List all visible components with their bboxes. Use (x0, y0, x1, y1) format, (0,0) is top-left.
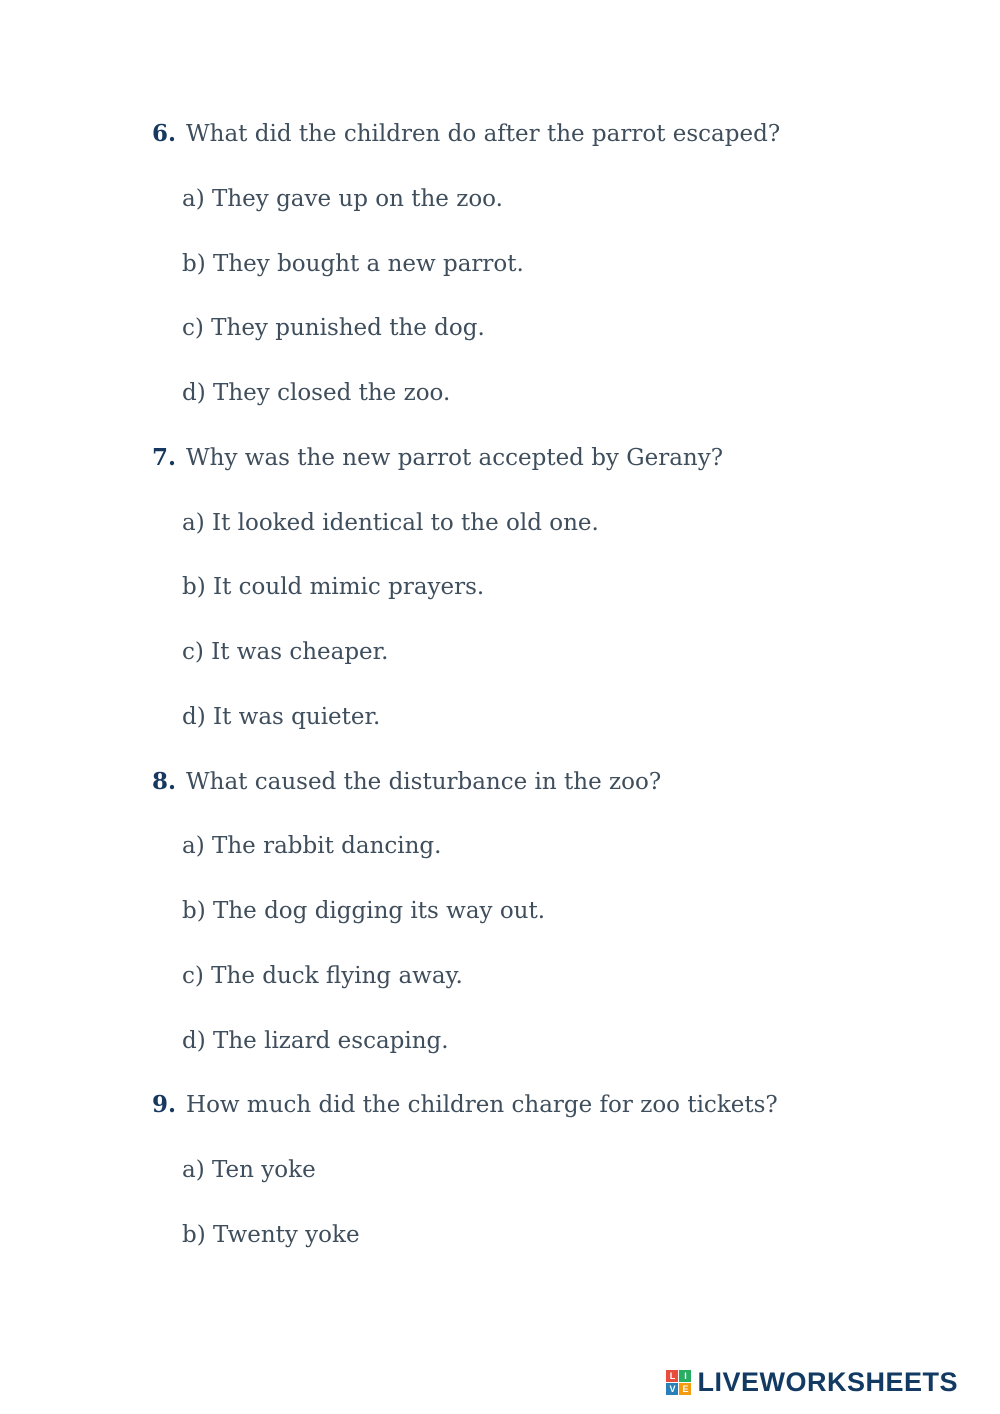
question-number: 6. (152, 120, 177, 147)
answer-option[interactable]: b) The dog digging its way out. (182, 898, 546, 924)
question-text: How much did the children charge for zoo tickets? (186, 1092, 778, 1119)
question-line (152, 768, 920, 797)
footer (666, 1367, 958, 1398)
question-line (152, 120, 920, 149)
liveworksheets-wordmark[interactable]: LIVEWORKSHEETS (697, 1367, 958, 1397)
logo-square-v: V (666, 1383, 678, 1395)
answer-option[interactable]: d) It was quieter. (182, 703, 381, 730)
answer-option[interactable]: b) It could mimic prayers. (182, 574, 485, 601)
question-number: 7. (152, 443, 177, 471)
question-line (152, 1091, 920, 1120)
question-number: 8. (152, 767, 177, 795)
question-text: What did the children do after the parrot escaped? (186, 121, 781, 147)
answer-option[interactable]: a) They gave up on the zoo. (182, 185, 503, 212)
answer-option[interactable]: c) It was cheaper. (182, 639, 389, 665)
logo-square-i: I (679, 1370, 691, 1382)
question-line (152, 444, 920, 473)
answer-option[interactable]: a) The rabbit dancing. (182, 833, 442, 860)
question-text: What caused the disturbance in the zoo? (186, 768, 662, 795)
answer-option[interactable]: a) It looked identical to the old one. (182, 509, 599, 536)
liveworksheets-icon (666, 1370, 691, 1395)
answer-option[interactable]: d) The lizard escaping. (182, 1027, 449, 1054)
question-6 (152, 120, 920, 408)
answer-option[interactable]: b) Twenty yoke (182, 1221, 360, 1248)
logo-square-l: L (666, 1370, 678, 1382)
answer-option[interactable]: a) Ten yoke (182, 1157, 316, 1183)
question-text: Why was the new parrot accepted by Gerany? (186, 444, 724, 471)
answer-option[interactable]: c) They punished the dog. (182, 315, 485, 342)
answer-option[interactable]: c) The duck flying away. (182, 962, 463, 989)
question-number: 9. (152, 1091, 177, 1119)
logo-square-e: E (679, 1383, 691, 1395)
question-7 (152, 444, 920, 732)
question-9 (152, 1091, 920, 1249)
answer-option[interactable]: b) They bought a new parrot. (182, 250, 524, 277)
answer-option[interactable]: d) They closed the zoo. (182, 380, 451, 406)
question-8 (152, 768, 920, 1056)
